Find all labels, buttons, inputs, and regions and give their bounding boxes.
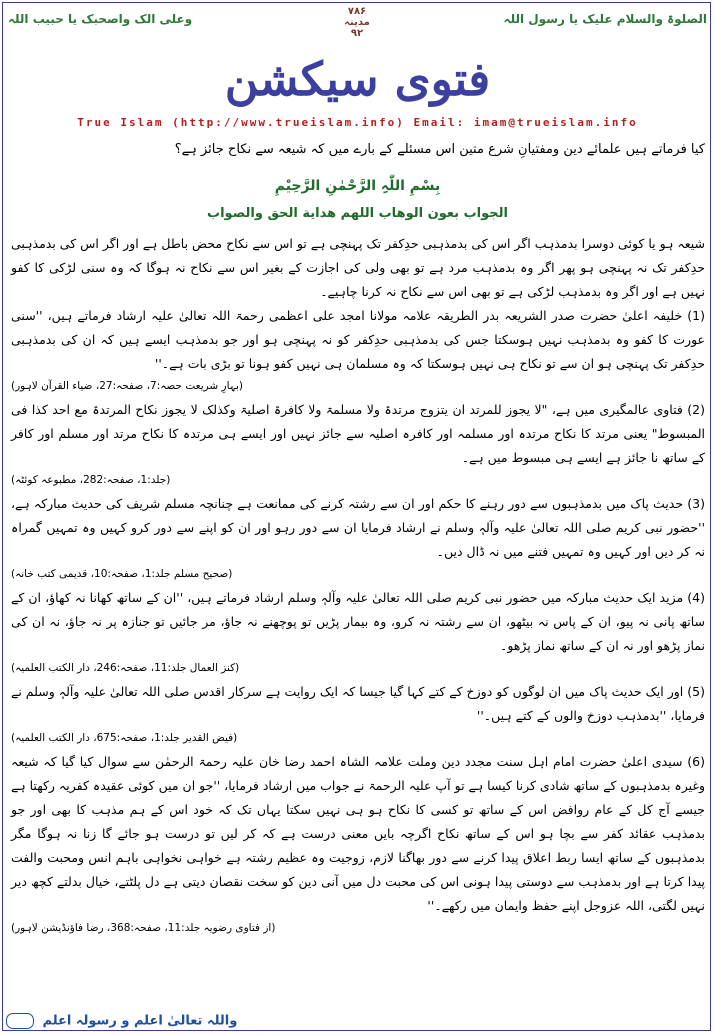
reference: (فیض القدیر جلد:1، صفحہ:675، دار الکتب العلمیہ) bbox=[11, 732, 238, 744]
header-right-salutation: الصلوۃ والسلام علیک یا رسول اللہ bbox=[503, 12, 707, 26]
reference: (بہارِ شریعت حصہ:7، صفحہ:27، ضیاء القرآن لاہور) bbox=[11, 380, 243, 392]
honorific-seal-icon bbox=[6, 1013, 34, 1029]
answer-paragraph: (5) اور ایک حدیث پاک میں ان لوگوں کو دوزخ کے کتے کہا گیا جیسا کہ ایک روایت ہے سرکار اقدس صلی اللہ تعالیٰ علیہ وآلہٖ وسلم نے فرمایا، ''بدمذہب دوزخ والوں کے کتے ہیں۔'' bbox=[11, 684, 705, 723]
page-title: فتوی سیکشن bbox=[224, 52, 491, 106]
bismillah: بِسْمِ اللّٰہِ الرَّحْمٰنِ الرَّحِیْمِ bbox=[274, 178, 441, 194]
reference: (جلد:1، صفحہ:282، مطبوعہ کوئٹہ) bbox=[11, 474, 171, 486]
answer-body bbox=[11, 232, 705, 940]
answer-paragraph: (4) مزید ایک حدیث مبارکہ میں حضور نبی کریم صلی اللہ تعالیٰ علیہ وآلہٖ وسلم ارشاد فرماتے ہیں، ''ان کے ساتھ کھانا نہ کھاؤ، ان کے ساتھ پانی نہ پیو، ان کے پاس نہ بیٹھو، ان سے رشتہ نہ کرو، وہ بیمار پڑیں تو پوچھنے نہ جاؤ، مر جائیں تو جنازہ پر نہ جاؤ، نہ ان کی نماز پڑھو اور نہ ان کے ساتھ نماز پڑھو۔ bbox=[11, 590, 705, 653]
header bbox=[0, 6, 715, 46]
header-center-mark bbox=[327, 6, 387, 39]
closing-text: واللہ تعالیٰ اعلم و رسولہ اعلم bbox=[42, 1013, 238, 1029]
answer-paragraph: (6) سیدی اعلیٰ حضرت امام اہل سنت مجدد دین وملت علامہ الشاہ احمد رضا خان علیہ رحمۃ الرحمٰن سے سوال کیا گیا کہ شیعہ وغیرہ بدمذہبوں کے ساتھ شادی کرنا کیسا ہے تو آپ علیہ الرحمۃ نے جواب میں ارشاد فرمایا، ''جو ان میں کوئی عقیدہ کفریہ رکھتا ہے جیسے آج کل کے عام روافض اس کے ساتھ تو کسی کا نکاح ہو ہی نہیں سکتا یہاں تک کہ خود اس کے ہم مذہب کا بھی اور جو بدمذہب عقائد کفر سے بچا ہو اس کے ساتھ نکاح اگرچہ بایں معنی درست ہے کہ کر لیں تو درست ہو جائے گا زنا نہ ہوگا مگر بدمذہبوں کے ساتھ ایسا ربط اعلاق پیدا کرنے سے دور بھاگنا لازم، زوجیت وہ عظیم رشتہ ہے خواہی نخواہی باہم انس ومحبت والفت پیدا کرتا ہے اور بدمذہب سے دوستی پیدا ہونی اس کی محبت دل میں آنی دین کو سخت نقصان دیتی ہے دل پلٹتے، خیال بدلتے کچھ دیر نہیں لگتی، اللہ عزوجل اپنے حفظ وایمان میں رکھے۔'' bbox=[11, 754, 705, 913]
closing-line bbox=[6, 1013, 237, 1029]
contact-line: True Islam (http://www.trueislam.info) Email: imam@trueislam.info bbox=[77, 116, 638, 129]
answer-paragraph: (3) حدیث پاک میں بدمذہبوں سے دور رہنے کا حکم اور ان سے رشتہ کرنے کی ممانعت ہے چنانچہ مسلم شریف کی حدیث مبارکہ ہے، ''حضور نبی کریم صلی اللہ تعالیٰ علیہ وآلہٖ وسلم نے ارشاد فرمایا ان سے دور رہو اور ان کو اپنے سے دور کرو کہیں وہ تمہیں گمراہ نہ کر دیں اور کہیں وہ تمہیں فتنے میں نہ ڈال دیں۔ bbox=[11, 496, 705, 559]
reference: (صحیح مسلم جلد:1، صفحہ:10، قدیمی کتب خانہ) bbox=[11, 568, 233, 580]
answer-paragraph: (1) خلیفہ اعلیٰ حضرت صدر الشریعہ بدر الطریقہ علامہ مولانا امجد علی اعظمی رحمۃ اللہ تعالیٰ علیہ ارشاد فرماتے ہیں، ''سنی عورت کا کفو وہ بدمذہب نہیں ہوسکتا جس کی بدمذہبی حدِکفر کو نہ پہنچی ہو اور جو بدمذہب ایسے ہیں کہ ان کی بدمذہبی حدِکفر تک پہنچی ہو ان سے تو نکاح ہی نہیں ہوسکتا کہ وہ مسلمان ہی نہیں کفو ہونا تو بڑی بات ہے۔'' bbox=[11, 308, 705, 371]
header-mid-line3: ۹۲ bbox=[350, 28, 364, 39]
header-mid-line1: ۷۸۶ bbox=[347, 6, 367, 17]
jawab-heading: الجواب بعون الوهاب اللهم هداية الحق والصواب bbox=[207, 206, 508, 221]
reference: (از فتاوی رضویہ جلد:11، صفحہ:368، رضا فاؤنڈیشن لاہور) bbox=[11, 922, 276, 934]
header-mid-line2: مدینہ bbox=[344, 17, 370, 28]
header-left-salutation: وعلی الک واصحبک یا حبیب اللہ bbox=[8, 12, 193, 26]
reference: (کنز العمال جلد:11، صفحہ:246، دار الکتب العلمیہ) bbox=[11, 662, 240, 674]
answer-paragraph: (2) فتاوی عالمگیری میں ہے، "لا یجوز للمرتد ان یتزوج مرتدۃ ولا مسلمۃ ولا کافرۃ اصلیۃ وکذلک لا یجوز نکاح المرتدۃ مع احد کذا فی المبسوط" یعنی مرتد کا نکاح مرتدہ اور مسلمہ اور کافرہ اصلیہ سے جائز نہیں اور ایسے ہی مرتدہ کا نکاح مرتد اور مسلم اور کافر کے ساتھ نا جائز ہے ایسے ہی مبسوط میں ہے۔ bbox=[11, 402, 705, 465]
answer-paragraph: شیعہ ہو یا کوئی دوسرا بدمذہب اگر اس کی بدمذہبی حدِکفر تک پہنچی ہے تو اس سے نکاح محض باطل ہے اور اگر اس کی بدمذہبی حدِکفر تک نہ پہنچی ہو پھر اگر وہ بدمذہب مرد ہے تو بھی ولی کی اجازت کے بغیر اس سے نکاح نہ ہوگا کہ وہ سنی لڑکی کا کفو نہیں ہے اور اگر وہ بدمذہب لڑکی ہے تو بھی اس سے نکاح نہ کرنا چاہیے۔ bbox=[11, 236, 705, 299]
question: کیا فرماتے ہیں علمائے دین ومفتیانِ شرع متین اس مسئلے کے بارے میں کہ شیعہ سے نکاح جائز ہے؟ bbox=[174, 142, 705, 157]
